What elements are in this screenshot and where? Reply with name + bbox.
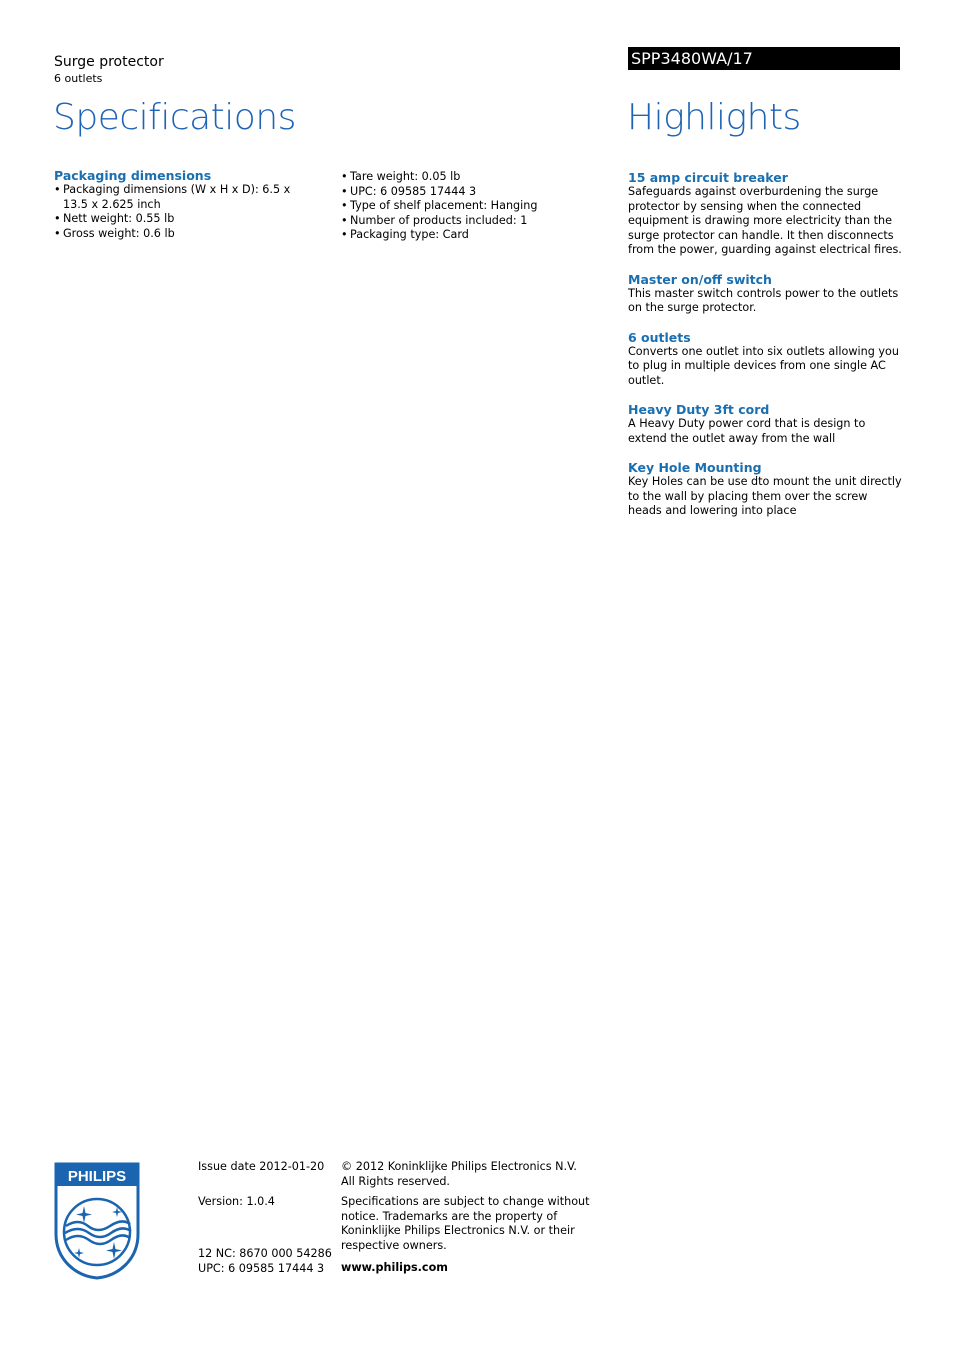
product-name: Surge protector	[54, 54, 164, 70]
spec-item: • Tare weight: 0.05 lb	[341, 170, 601, 185]
issue-date: Issue date 2012-01-20	[198, 1160, 325, 1173]
section-heading-packaging: Packaging dimensions	[54, 168, 212, 183]
highlight-item	[628, 330, 903, 389]
highlights-column	[628, 170, 903, 533]
highlight-heading: Heavy Duty 3ft cord	[628, 402, 770, 417]
website-link[interactable]: www.philips.com	[341, 1261, 448, 1274]
product-subtitle: 6 outlets	[54, 72, 103, 85]
spec-item: • Packaging type: Card	[341, 228, 601, 243]
nc-upc-block	[198, 1247, 332, 1276]
highlight-item	[628, 460, 903, 519]
spec-item: • Nett weight: 0.55 lb	[54, 212, 314, 227]
specs-column-2	[341, 170, 601, 243]
specs-column-1	[54, 168, 314, 241]
highlight-text: A Heavy Duty power cord that is design to extend the outlet away from the wall	[628, 417, 866, 445]
highlight-heading: 6 outlets	[628, 329, 691, 345]
specifications-title: Specifications	[53, 97, 296, 138]
spec-item: • UPC: 6 09585 17444 3	[341, 185, 601, 200]
spec-item: • Gross weight: 0.6 lb	[54, 227, 314, 242]
highlight-item	[628, 402, 903, 446]
highlight-text: Key Holes can be use dto mount the unit directly to the wall by placing them over the screw heads and lowering into place	[628, 475, 902, 517]
rights-line: All Rights reserved.	[341, 1174, 450, 1188]
upc-number: UPC: 6 09585 17444 3	[198, 1261, 325, 1275]
highlight-text: Converts one outlet into six outlets allowing you to plug in multiple devices from one single AC outlet.	[628, 344, 899, 387]
spec-item: • Number of products included: 1	[341, 214, 601, 229]
logo-wordmark: PHILIPS	[67, 1168, 127, 1185]
highlight-item	[628, 170, 903, 258]
highlight-heading: Master on/off switch	[628, 271, 772, 287]
specs-notice: Specifications are subject to change without notice. Trademarks are the property of Koninklijke Philips Electronics N.V. or their respective owners.	[341, 1195, 590, 1252]
copyright-line: © 2012 Koninklijke Philips Electronics N.V.	[341, 1160, 577, 1173]
spec-item: • Packaging dimensions (W x H x D): 6.5 x 13.5 x 2.625 inch	[54, 183, 314, 212]
highlight-item	[628, 272, 903, 316]
highlight-heading: 15 amp circuit breaker	[628, 170, 788, 185]
copyright-block	[341, 1160, 611, 1189]
philips-shield-logo	[54, 1162, 140, 1280]
spec-list-2	[341, 170, 601, 243]
spec-item: • Type of shelf placement: Hanging	[341, 199, 601, 214]
highlights-title: Highlights	[627, 97, 801, 138]
highlight-text: Safeguards against overburdening the surge protector by sensing when the connected equipment is drawing more electricity than the surge protector can handle. It then disconnects from the power, guarding against electrical fires.	[628, 185, 902, 256]
highlight-heading: Key Hole Mounting	[628, 460, 762, 475]
model-number-bar: SPP3480WA/17	[628, 47, 900, 70]
spec-list-1	[54, 183, 314, 241]
version: Version: 1.0.4	[198, 1195, 275, 1208]
nc-number: 12 NC: 8670 000 54286	[198, 1247, 332, 1260]
highlight-text: This master switch controls power to the outlets on the surge protector.	[628, 286, 899, 314]
